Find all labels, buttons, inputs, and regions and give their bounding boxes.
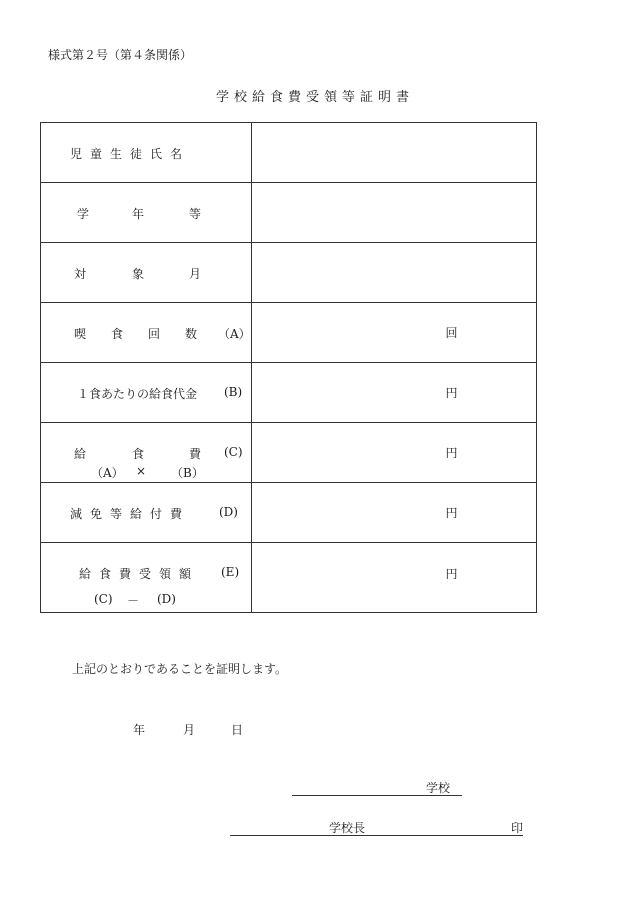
- code-a: （A）: [218, 327, 251, 341]
- formula-multiply: ×: [136, 464, 147, 478]
- price-per-meal-unit: 円: [252, 363, 537, 423]
- formula-term-c: (C): [94, 592, 113, 606]
- code-d: (D): [219, 505, 238, 519]
- table-row: [41, 123, 537, 183]
- seal-label: 印: [511, 821, 524, 835]
- meal-count-unit: 回: [252, 303, 537, 363]
- grade-value: [252, 183, 537, 243]
- target-month-value: [252, 243, 537, 303]
- table-row: [41, 543, 537, 613]
- code-e: (E): [221, 565, 240, 579]
- table-row: [41, 423, 537, 483]
- formula-term-d: (D): [157, 592, 176, 606]
- certification-statement: 上記のとおりであることを証明します。: [72, 662, 288, 676]
- principal-label: 学校長: [329, 821, 366, 835]
- fee-received-label: 給食費受領額: [79, 567, 200, 581]
- grade-label: 学 年 等: [77, 207, 202, 221]
- table-row: [41, 243, 537, 303]
- price-per-meal-label: １食あたりの給食代金: [77, 387, 198, 401]
- fee-received-unit: 円: [445, 567, 458, 581]
- meal-fee-label: 給 食 費 (C) （A） × （B）: [74, 445, 243, 480]
- formula-term-b: （B）: [171, 466, 204, 480]
- formula-minus: －: [127, 594, 140, 608]
- date-year: 年: [133, 723, 146, 737]
- principal-signature-line: [230, 835, 523, 836]
- exemption-unit: 円: [252, 483, 537, 543]
- student-name-label: 児童生徒氏名: [70, 147, 191, 161]
- student-name-value: [252, 123, 537, 183]
- form-number: 様式第２号（第４条関係）: [48, 48, 193, 62]
- meal-count-label: 喫 食 回 数 （A）: [74, 327, 251, 341]
- code-b: (B): [224, 385, 243, 399]
- table-row: [41, 363, 537, 423]
- table-row: [41, 303, 537, 363]
- certificate-table: [40, 122, 537, 613]
- table-row: [41, 483, 537, 543]
- exemption-label: 減免等給付費: [70, 507, 191, 521]
- table-row: [41, 183, 537, 243]
- school-label: 学校: [426, 781, 451, 795]
- row-label-student-name: [41, 123, 252, 183]
- date-month: 月: [183, 723, 196, 737]
- formula-term-a: （A）: [91, 466, 124, 480]
- date-day: 日: [231, 723, 244, 737]
- meal-fee-unit: 円: [252, 423, 537, 483]
- school-signature-line: [292, 795, 462, 796]
- document-title: 学校給食費受領等証明書: [215, 90, 414, 105]
- target-month-label: 対 象 月: [74, 267, 202, 281]
- code-c: (C): [224, 445, 243, 459]
